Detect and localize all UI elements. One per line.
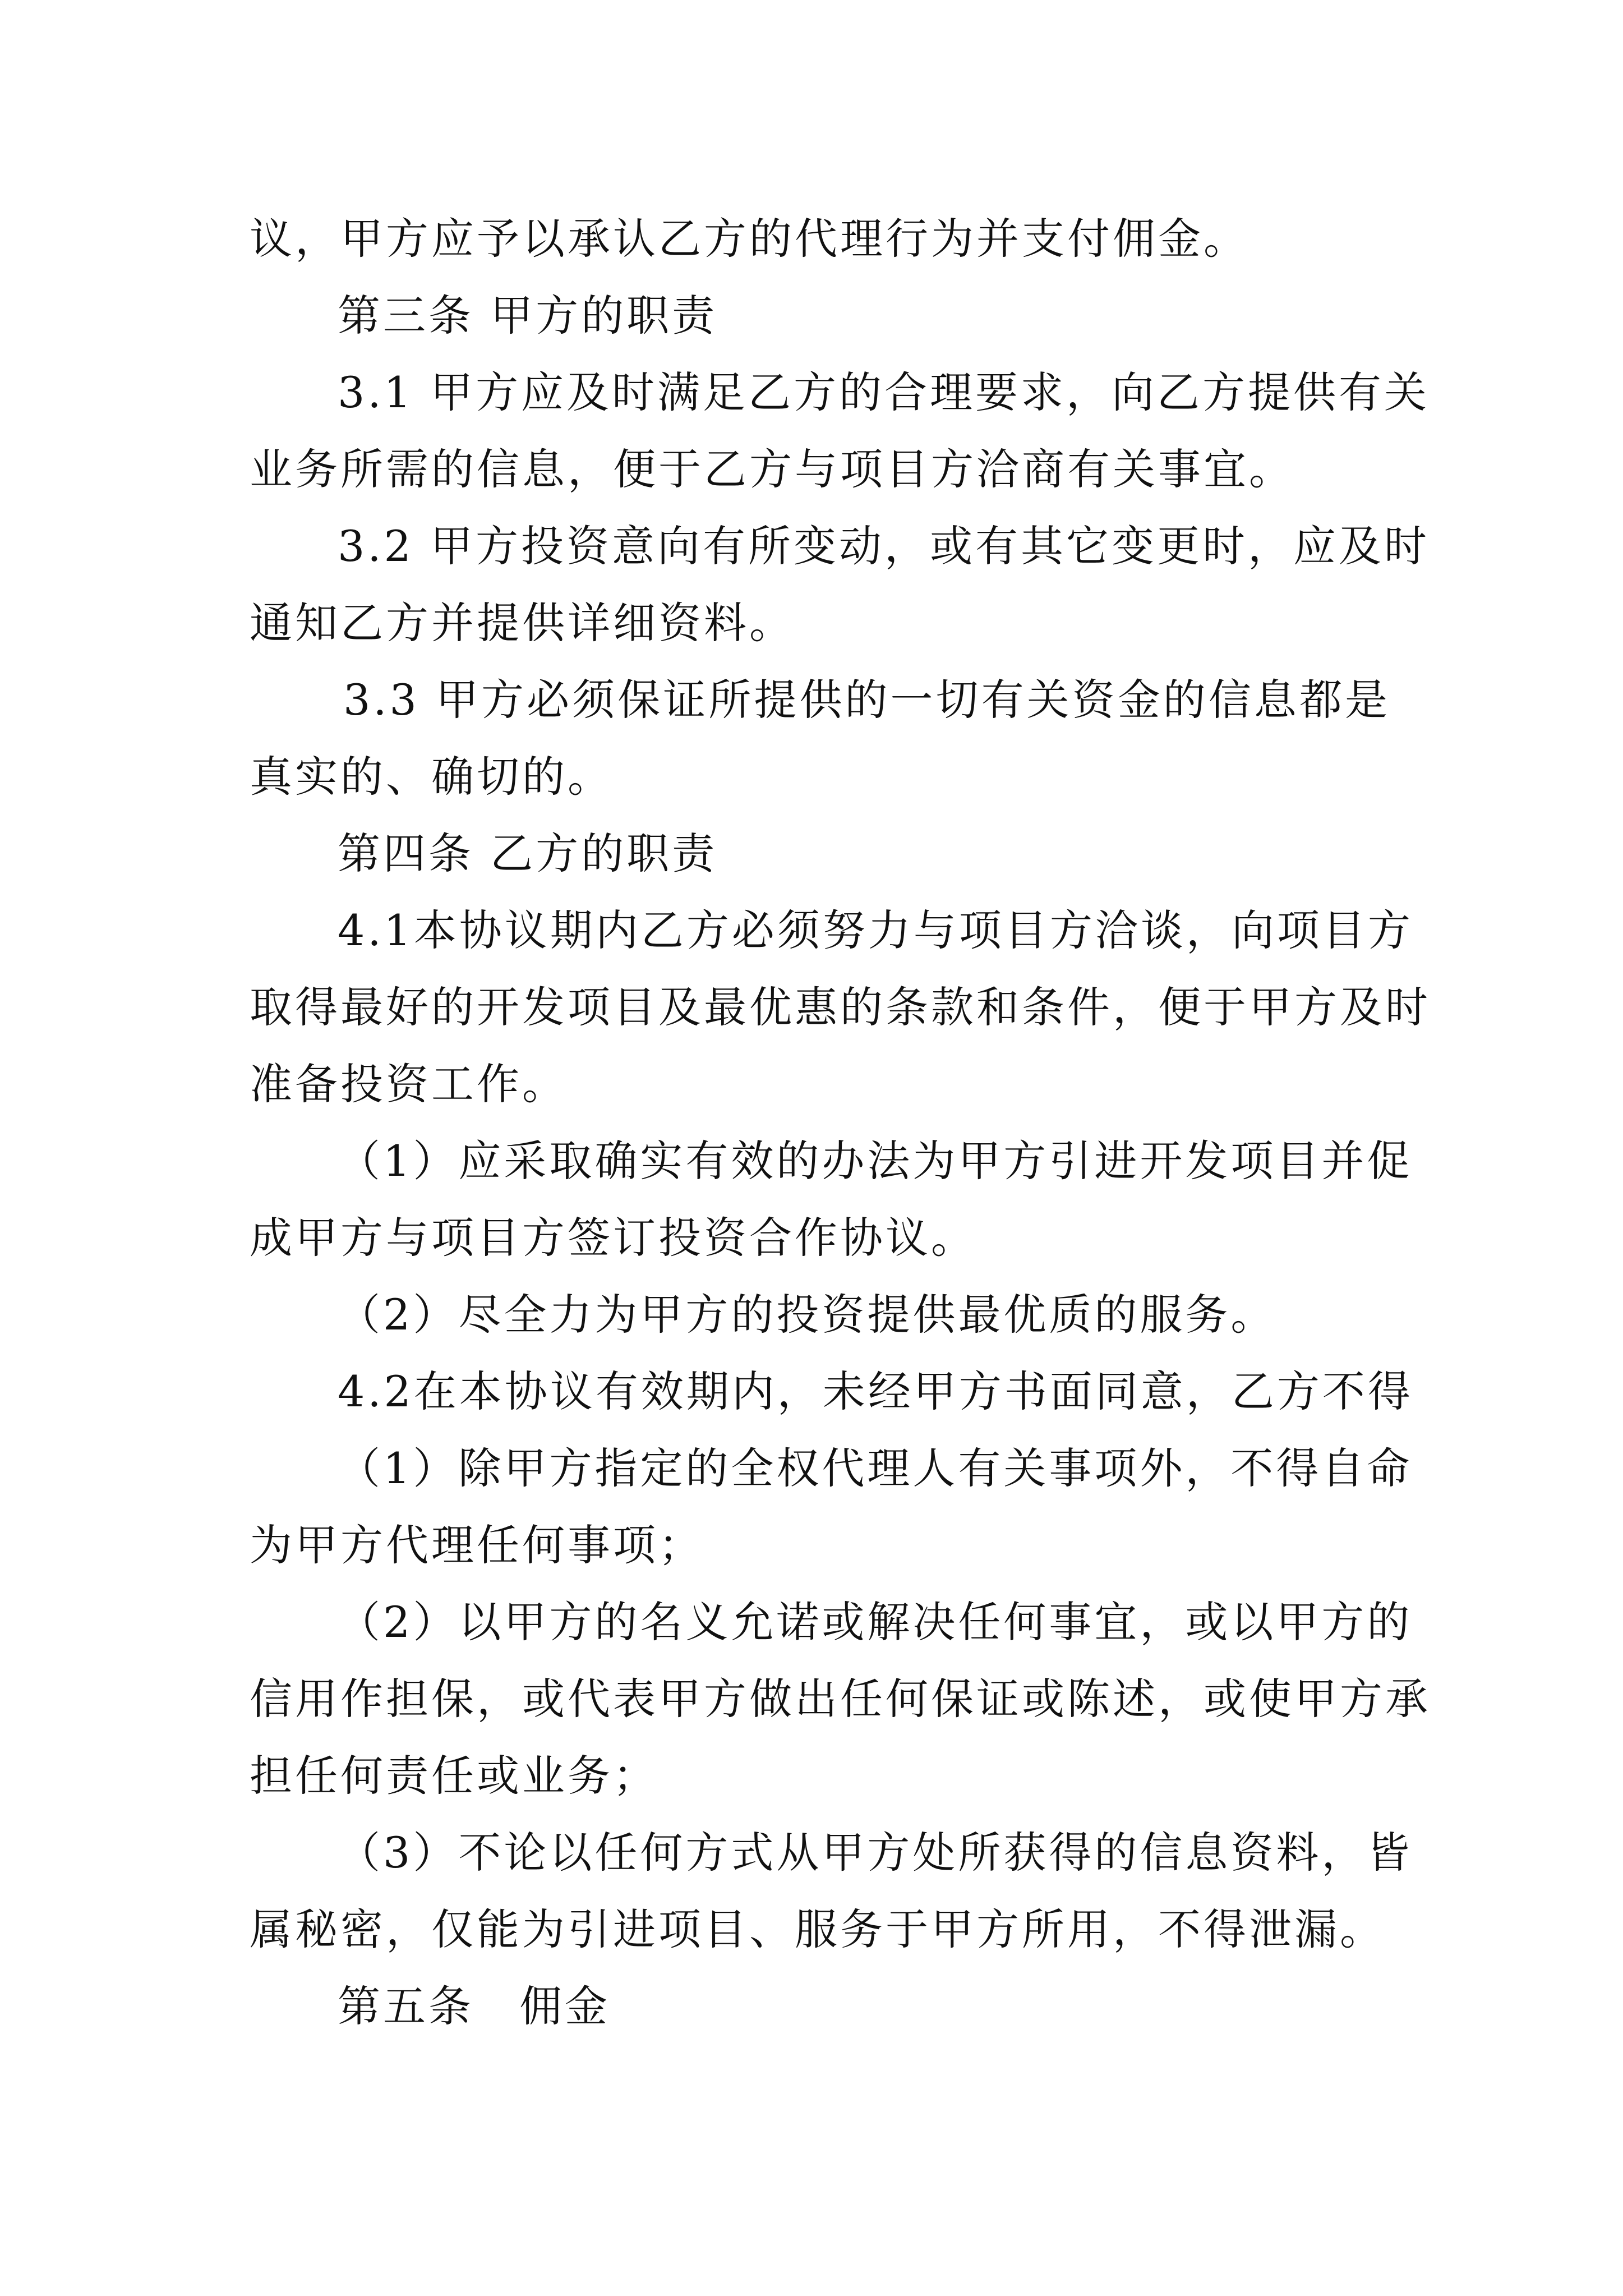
paragraph-line: 议，甲方应予以承认乙方的代理行为并支付佣金。 bbox=[250, 214, 1249, 264]
section-heading: 第四条 乙方的职责 bbox=[338, 829, 718, 878]
list-item-line: 担任何责任或业务； bbox=[250, 1751, 658, 1801]
list-item-line: 成甲方与项目方签订投资合作协议。 bbox=[250, 1213, 976, 1263]
list-item-line: （3）不论以任何方式从甲方处所获得的信息资料，皆 bbox=[338, 1828, 1413, 1878]
paragraph-line: 准备投资工作。 bbox=[250, 1059, 568, 1109]
list-item-line: 为甲方代理任何事项； bbox=[250, 1520, 704, 1570]
paragraph-line: 3.3 甲方必须保证所提供的一切有关资金的信息都是 bbox=[343, 675, 1390, 725]
section-heading: 第三条 甲方的职责 bbox=[338, 291, 718, 341]
list-item-line: （1）除甲方指定的全权代理人有关事项外，不得自命 bbox=[338, 1443, 1413, 1493]
paragraph-line: 4.1本协议期内乙方必须努力与项目方洽谈，向项目方 bbox=[338, 905, 1413, 955]
list-item-line: （1）应采取确实有效的办法为甲方引进开发项目并促 bbox=[338, 1136, 1413, 1186]
paragraph-line: 真实的、确切的。 bbox=[250, 752, 613, 802]
paragraph-line: 业务所需的信息，便于乙方与项目方洽商有关事宜。 bbox=[250, 444, 1294, 494]
paragraph-line: 3.2 甲方投资意向有所变动，或有其它变更时，应及时 bbox=[338, 521, 1430, 571]
list-item-line: 属秘密，仅能为引进项目、服务于甲方所用，不得泄漏。 bbox=[250, 1904, 1385, 1954]
paragraph-line: 4.2在本协议有效期内，未经甲方书面同意，乙方不得 bbox=[338, 1366, 1413, 1416]
list-item-line: 信用作担保，或代表甲方做出任何保证或陈述，或使甲方承 bbox=[250, 1674, 1431, 1724]
section-heading: 第五条 佣金 bbox=[338, 1981, 610, 2031]
list-item-line: （2）尽全力为甲方的投资提供最优质的服务。 bbox=[338, 1290, 1276, 1340]
paragraph-line: 3.1 甲方应及时满足乙方的合理要求，向乙方提供有关 bbox=[338, 367, 1430, 417]
paragraph-line: 通知乙方并提供详细资料。 bbox=[250, 598, 795, 648]
paragraph-line: 取得最好的开发项目及最优惠的条款和条件，便于甲方及时 bbox=[250, 982, 1431, 1032]
list-item-line: （2）以甲方的名义允诺或解决任何事宜，或以甲方的 bbox=[338, 1597, 1413, 1647]
